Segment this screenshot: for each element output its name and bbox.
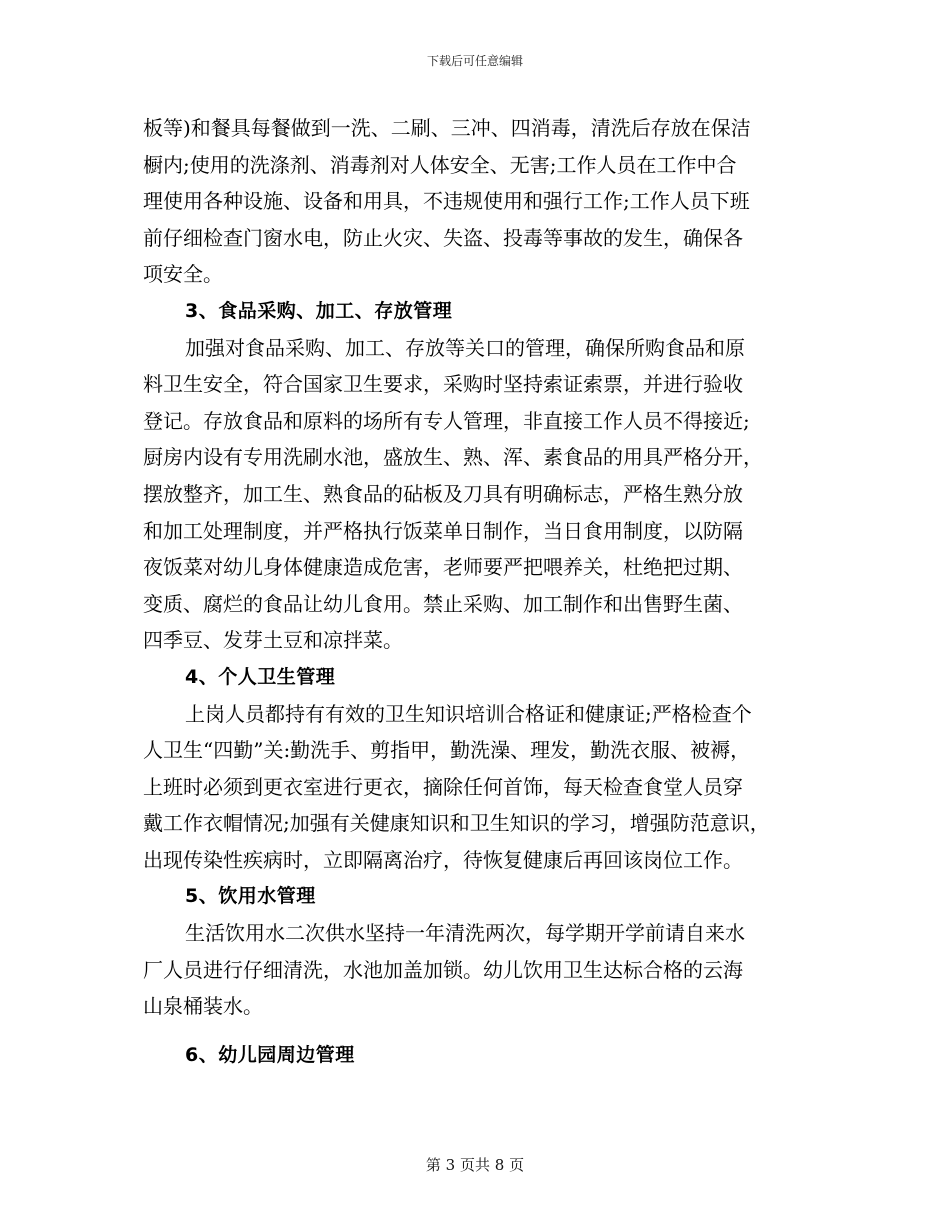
paragraph-gap bbox=[143, 1025, 823, 1037]
body-text-line: 上班时必须到更衣室进行更衣，摘除任何首饰，每天检查食堂人员穿 bbox=[143, 774, 743, 799]
body-text-line: 戴工作衣帽情况;加强有关健康知识和卫生知识的学习，增强防范意识， bbox=[143, 811, 770, 836]
body-text-line: 板等)和餐具每餐做到一洗、二刷、三冲、四消毒，清洗后存放在保洁 bbox=[143, 116, 751, 140]
page-header: 下载后可任意编辑 bbox=[426, 54, 523, 68]
section-heading: 5、饮用水管理 bbox=[185, 885, 316, 908]
body-text-line: 四季豆、发芽土豆和凉拌菜。 bbox=[143, 628, 403, 653]
body-text-line: 山泉桶装水。 bbox=[143, 994, 263, 1019]
body-text-line: 登记。存放食品和原料的场所有专人管理，非直接工作人员不得接近; bbox=[143, 408, 750, 433]
body-text-line: 变质、腐烂的食品让幼儿食用。禁止采购、加工制作和出售野生菌、 bbox=[143, 591, 743, 616]
page-number: 第 3 页共 8 页 bbox=[425, 1156, 525, 1174]
body-text-line: 料卫生安全，符合国家卫生要求，采购时坚持索证索票，并进行验收 bbox=[143, 372, 743, 397]
body-text-line: 出现传染性疾病时，立即隔离治疗，待恢复健康后再回该岗位工作。 bbox=[143, 847, 743, 872]
body-text-line: 前仔细检查门窗水电，防止火灾、失盗、投毒等事故的发生，确保各 bbox=[143, 225, 743, 250]
body-text-line: 摆放整齐，加工生、熟食品的砧板及刀具有明确标志，严格生熟分放 bbox=[143, 481, 743, 506]
body-text-line: 项安全。 bbox=[143, 262, 223, 287]
body-text-line: 厨房内设有专用洗刷水池，盛放生、熟、浑、素食品的用具严格分开， bbox=[143, 445, 763, 470]
body-text-line: 橱内;使用的洗涤剂、消毒剂对人体安全、无害;工作人员在工作中合 bbox=[143, 152, 737, 177]
body-text-line: 夜饭菜对幼儿身体健康造成危害，老师要严把喂养关，杜绝把过期、 bbox=[143, 555, 743, 580]
body-text-line: 理使用各种设施、设备和用具，不违规使用和强行工作;工作人员下班 bbox=[143, 189, 750, 214]
body-text-line: 和加工处理制度，并严格执行饭菜单日制作，当日食用制度，以防隔 bbox=[143, 518, 743, 543]
section-heading: 6、幼儿园周边管理 bbox=[185, 1043, 355, 1066]
body-text-line: 人卫生“四勤”关:勤洗手、剪指甲，勤洗澡、理发，勤洗衣服、被褥， bbox=[143, 738, 751, 763]
section-heading: 3、食品采购、加工、存放管理 bbox=[185, 299, 453, 322]
body-text-line: 上岗人员都持有有效的卫生知识培训合格证和健康证;严格检查个 bbox=[185, 701, 752, 726]
body-text-line: 加强对食品采购、加工、存放等关口的管理，确保所购食品和原 bbox=[185, 335, 745, 360]
document-body bbox=[143, 110, 823, 1073]
section-heading: 4、个人卫生管理 bbox=[185, 665, 336, 688]
body-text-line: 厂人员进行仔细清洗，水池加盖加锁。幼儿饮用卫生达标合格的云海 bbox=[143, 957, 743, 982]
body-text-line: 生活饮用水二次供水坚持一年清洗两次，每学期开学前请自来水 bbox=[185, 921, 745, 946]
